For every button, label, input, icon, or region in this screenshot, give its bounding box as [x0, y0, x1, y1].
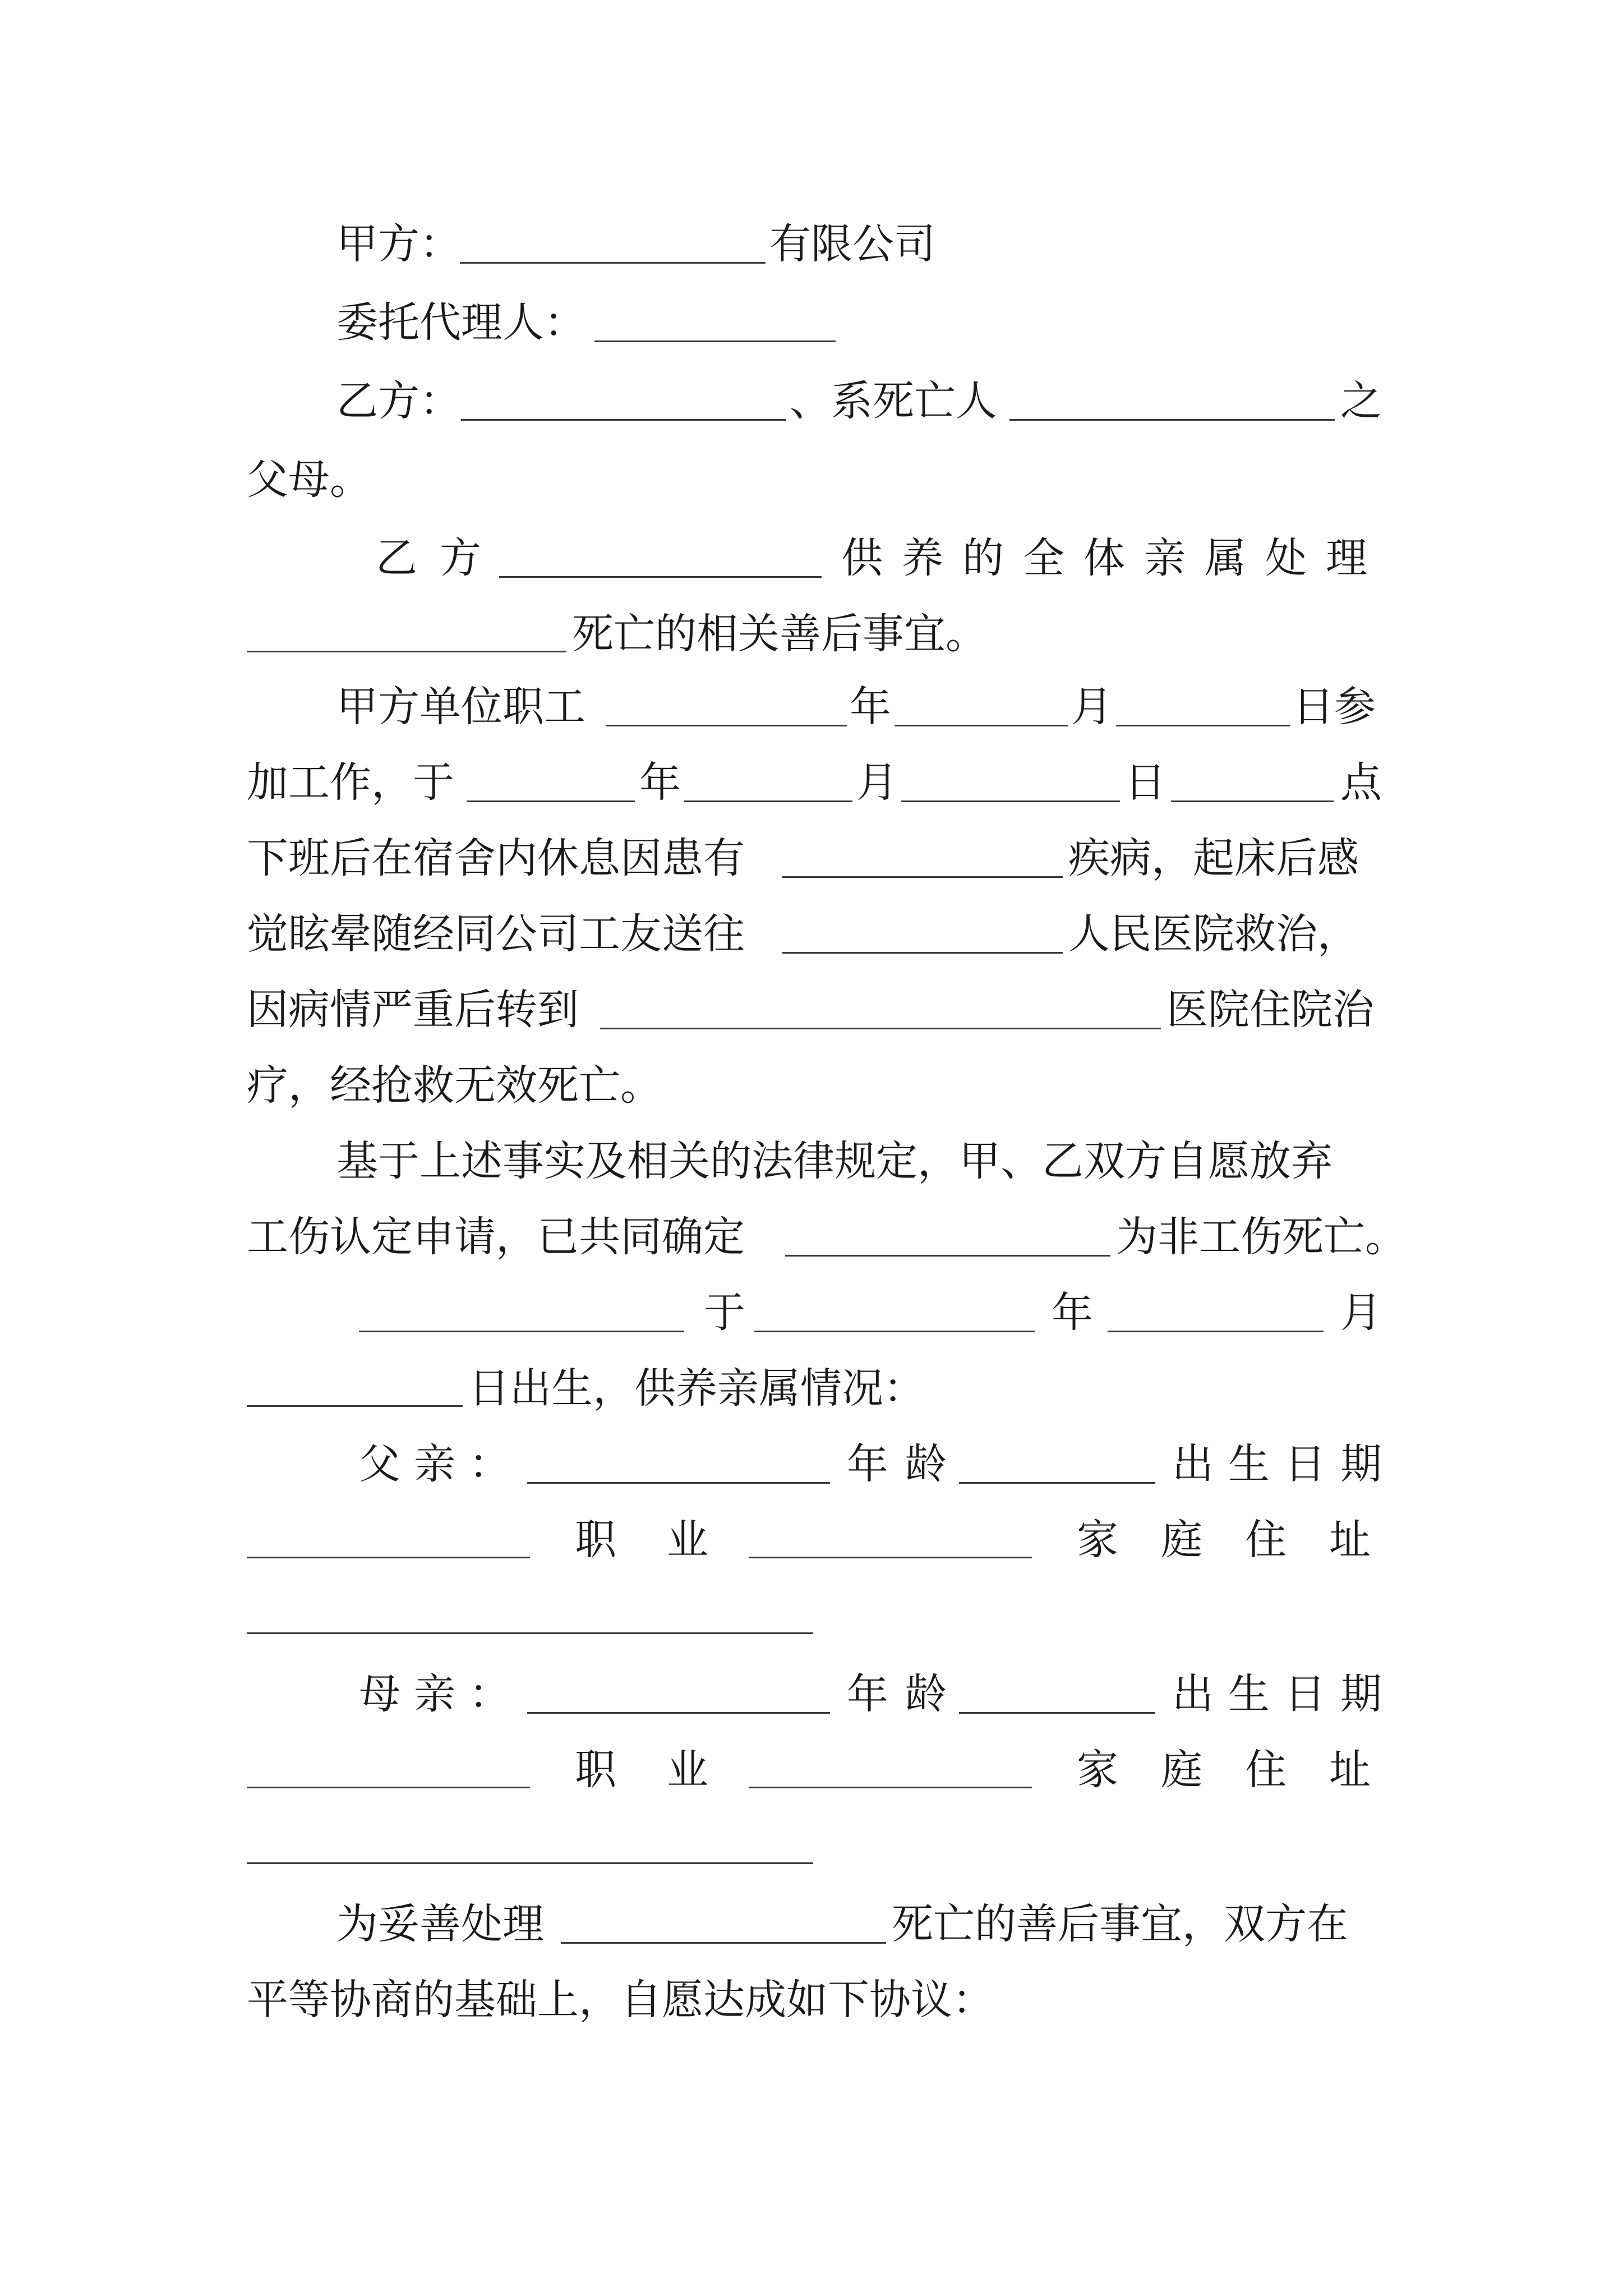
party-a-label: 甲方：: [336, 220, 461, 268]
closing-l1-suffix: 死亡的善后事宜，双方在: [892, 1900, 1348, 1948]
party-b-label: 乙方：: [336, 377, 461, 425]
father-age-label: 年龄: [847, 1440, 963, 1488]
event-day-label: 日: [1124, 758, 1166, 807]
facts-l5-prefix: 因病情严重后转到: [247, 986, 579, 1034]
father-job-blank[interactable]: [749, 1557, 1032, 1558]
father-name-blank[interactable]: [527, 1482, 830, 1484]
father-dob-label: 出生日期: [1172, 1440, 1396, 1488]
transfer-hospital-blank[interactable]: [600, 1028, 1161, 1029]
basis-l2-suffix: 为非工伤死亡。: [1116, 1213, 1407, 1261]
party-a-suffix: 有限公司: [769, 220, 935, 268]
father-job-label: 职业: [575, 1516, 759, 1564]
closing-l1-prefix: 为妥善处理: [336, 1900, 544, 1948]
facts-l2-prefix: 加工作，于: [247, 758, 454, 807]
birth-day-blank[interactable]: [247, 1405, 463, 1407]
support-line2-suffix: 死亡的相关善后事宜。: [572, 610, 987, 658]
party-b-mid: 、系死亡人: [790, 377, 997, 425]
mother-job-blank[interactable]: [749, 1787, 1032, 1788]
join-month-label: 月: [1071, 683, 1113, 731]
event-hour-blank[interactable]: [1171, 800, 1334, 802]
party-b-line2: 父母。: [247, 455, 371, 504]
birth-year-label: 年: [1052, 1289, 1093, 1337]
birth-month-label: 月: [1340, 1289, 1382, 1337]
mother-age-blank[interactable]: [959, 1712, 1155, 1714]
facts-l3-prefix: 下班后在宿舍内休息因患有: [247, 834, 745, 882]
facts-l6: 疗，经抢救无效死亡。: [247, 1061, 662, 1110]
mother-address-label: 家庭住址: [1077, 1746, 1413, 1794]
basis-line1: 基于上述事实及相关的法律规定，甲、乙双方自愿放弃: [336, 1137, 1332, 1185]
birth-name-blank[interactable]: [359, 1331, 684, 1332]
support-prefix: 乙方: [376, 534, 504, 582]
party-b-blank[interactable]: [461, 419, 786, 421]
join-year-label: 年: [850, 683, 891, 731]
closing-line2: 平等协商的基础上，自愿达成如下协议：: [247, 1976, 994, 2024]
non-injury-name-blank[interactable]: [785, 1255, 1110, 1257]
closing-name-blank[interactable]: [561, 1942, 886, 1944]
mother-dob-blank[interactable]: [247, 1787, 530, 1788]
event-year-label: 年: [639, 758, 681, 807]
mother-job-label: 职业: [575, 1746, 759, 1794]
mother-age-label: 年龄: [847, 1670, 963, 1718]
father-label: 父亲：: [359, 1440, 524, 1488]
father-age-blank[interactable]: [959, 1482, 1155, 1484]
facts-l5-suffix: 医院住院治: [1166, 986, 1374, 1034]
birth-at: 于: [704, 1289, 745, 1337]
mother-address-blank[interactable]: [247, 1862, 813, 1864]
facts-l3-suffix: 疾病，起床后感: [1068, 834, 1359, 882]
support-line2-blank[interactable]: [247, 651, 566, 652]
facts-l4-suffix: 人民医院救治，: [1068, 910, 1359, 958]
facts-l1-prefix: 甲方单位职工: [336, 683, 585, 731]
agent-blank[interactable]: [594, 341, 836, 342]
birth-year-blank[interactable]: [754, 1331, 1035, 1332]
father-dob-blank[interactable]: [247, 1557, 530, 1558]
party-a-blank[interactable]: [460, 262, 766, 264]
father-address-label: 家庭住址: [1077, 1516, 1413, 1564]
birth-line2-suffix: 日出生，供养亲属情况：: [468, 1364, 925, 1412]
birth-month-blank[interactable]: [1108, 1331, 1324, 1332]
mother-dob-label: 出生日期: [1172, 1670, 1396, 1718]
disease-blank[interactable]: [782, 876, 1063, 878]
basis-l2-prefix: 工伤认定申请，已共同确定: [247, 1213, 745, 1261]
facts-l4-prefix: 觉眩晕随经同公司工友送往: [247, 910, 745, 958]
mother-label: 母亲：: [359, 1670, 524, 1718]
event-month-blank[interactable]: [684, 800, 852, 802]
support-blank[interactable]: [499, 576, 822, 578]
support-mid: 供养的全体亲属处理: [841, 534, 1386, 582]
event-year-blank[interactable]: [467, 800, 635, 802]
father-address-blank[interactable]: [247, 1632, 813, 1634]
event-month-label: 月: [856, 758, 898, 807]
mother-name-blank[interactable]: [527, 1712, 830, 1714]
event-day-blank[interactable]: [901, 800, 1120, 802]
party-b-suffix: 之: [1340, 377, 1382, 425]
hospital-blank[interactable]: [782, 952, 1063, 954]
facts-l2-suffix: 点: [1340, 758, 1382, 807]
facts-l1-suffix: 日参: [1293, 683, 1376, 731]
agent-label: 委托代理人：: [336, 298, 585, 347]
deceased-name-blank[interactable]: [1009, 419, 1335, 421]
join-day-blank[interactable]: [1116, 725, 1290, 726]
join-year-blank[interactable]: [606, 725, 847, 726]
join-month-blank[interactable]: [895, 725, 1068, 726]
